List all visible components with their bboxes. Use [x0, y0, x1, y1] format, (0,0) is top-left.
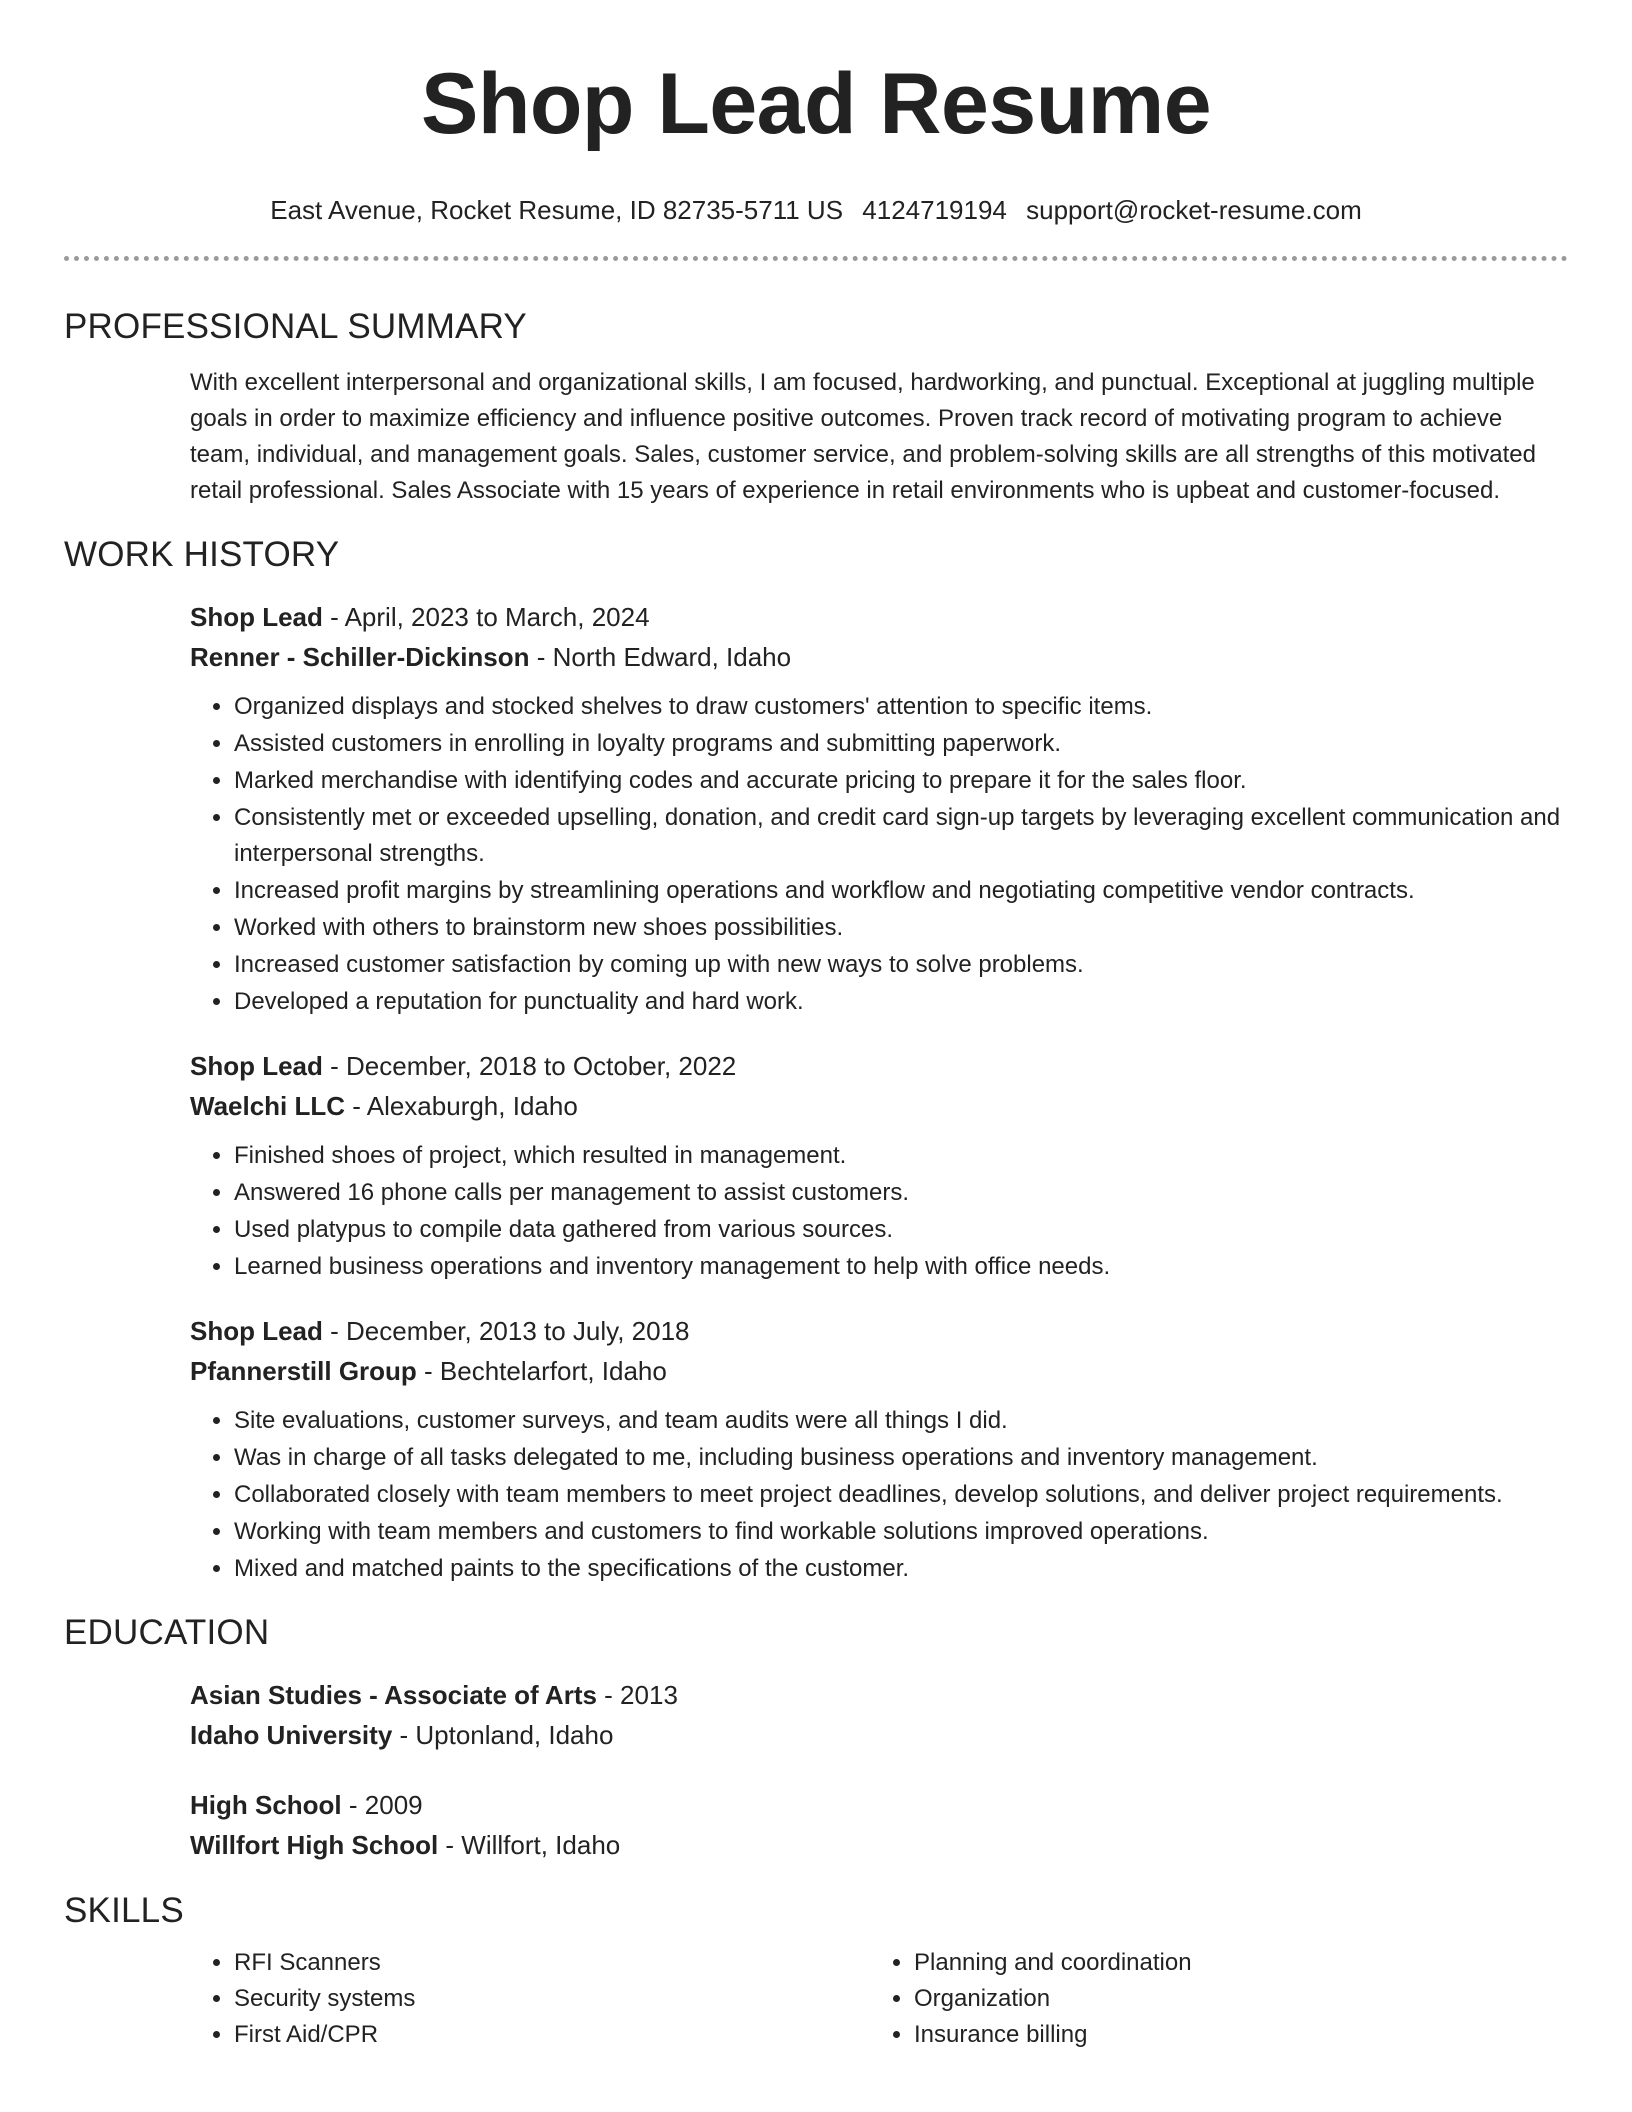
degree-name: High School — [190, 1790, 342, 1820]
school-line — [190, 1825, 1568, 1865]
skills-list-left — [190, 1945, 870, 2053]
list-item: • Learned business operations and inventory management to help with office needs. — [234, 1249, 1568, 1285]
school-name: Idaho University — [190, 1720, 393, 1750]
school-location: - Willfort, Idaho — [438, 1830, 621, 1860]
contact-email: support@rocket-resume.com — [1026, 195, 1362, 225]
job-title-line — [190, 1311, 1568, 1351]
job-entry — [190, 597, 1568, 1020]
list-item: • First Aid/CPR — [234, 2017, 870, 2053]
list-item: • Consistently met or exceeded upselling, donation, and credit card sign-up targets by leveraging excellent communication and interpersonal strengths. — [234, 800, 1568, 872]
work-history-heading: WORK HISTORY — [64, 535, 340, 574]
list-item: • Planning and coordination — [914, 1945, 1550, 1981]
job-company: Pfannerstill Group — [190, 1356, 417, 1386]
list-item: • Increased customer satisfaction by coming up with new ways to solve problems. — [234, 947, 1568, 983]
summary-heading: PROFESSIONAL SUMMARY — [64, 307, 527, 346]
degree-year: - 2009 — [341, 1790, 423, 1820]
list-item: • Marked merchandise with identifying codes and accurate pricing to prepare it for the sales floor. — [234, 763, 1568, 799]
skills-column-left — [190, 1945, 870, 2053]
list-item: • Organized displays and stocked shelves to draw customers' attention to specific items. — [234, 689, 1568, 725]
job-company-line — [190, 637, 1568, 677]
job-bullets — [190, 689, 1568, 1020]
school-location: - Uptonland, Idaho — [392, 1720, 614, 1750]
list-item: • Insurance billing — [914, 2017, 1550, 2053]
education-entry — [190, 1675, 1568, 1755]
degree-line — [190, 1785, 1568, 1825]
job-title: Shop Lead — [190, 1316, 323, 1346]
list-item: • Organization — [914, 1981, 1550, 2017]
job-title: Shop Lead — [190, 602, 323, 632]
list-item: • Assisted customers in enrolling in loyalty programs and submitting paperwork. — [234, 726, 1568, 762]
list-item: • Used platypus to compile data gathered from various sources. — [234, 1212, 1568, 1248]
list-item: • Developed a reputation for punctuality and hard work. — [234, 984, 1568, 1020]
list-item: • Was in charge of all tasks delegated to me, including business operations and inventory management. — [234, 1440, 1568, 1476]
degree-name: Asian Studies - Associate of Arts — [190, 1680, 597, 1710]
job-location: - North Edward, Idaho — [529, 642, 792, 672]
job-title-line — [190, 1046, 1568, 1086]
education-entry — [190, 1785, 1568, 1865]
job-entry — [190, 1046, 1568, 1285]
skills-list-right — [870, 1945, 1550, 2053]
skills-heading: SKILLS — [64, 1891, 184, 1930]
job-dates: - December, 2018 to October, 2022 — [322, 1051, 737, 1081]
school-name: Willfort High School — [190, 1830, 439, 1860]
job-title-line — [190, 597, 1568, 637]
job-title: Shop Lead — [190, 1051, 323, 1081]
school-line — [190, 1715, 1568, 1755]
summary-text: With excellent interpersonal and organizational skills, I am focused, hardworking, and punctual. Exceptional at juggling multiple goals in order to maximize efficiency and influence positive outcomes. Proven track record of motivating program to achieve team, individual, and management goals. Sales, customer service, and problem-solving skills are all strengths of this motivated retail professional. Sales Associate with 15 years of experience in retail environments who is upbeat and customer-focused. — [190, 369, 1536, 504]
list-item: • Collaborated closely with team members to meet project deadlines, develop solutions, and deliver project requirements. — [234, 1477, 1568, 1513]
contact-phone: 4124719194 — [862, 195, 1007, 225]
job-company: Renner - Schiller-Dickinson — [190, 642, 530, 672]
list-item: • Worked with others to brainstorm new shoes possibilities. — [234, 910, 1568, 946]
list-item: • Working with team members and customers to find workable solutions improved operations. — [234, 1514, 1568, 1550]
list-item: • RFI Scanners — [234, 1945, 870, 1981]
skills-column-right — [870, 1945, 1550, 2053]
list-item: • Mixed and matched paints to the specifications of the customer. — [234, 1551, 1568, 1587]
header-divider — [64, 256, 1568, 261]
job-bullets — [190, 1138, 1568, 1285]
list-item: • Finished shoes of project, which resulted in management. — [234, 1138, 1568, 1174]
job-company-line — [190, 1086, 1568, 1126]
job-location: - Bechtelarfort, Idaho — [416, 1356, 667, 1386]
job-company-line — [190, 1351, 1568, 1391]
contact-address: East Avenue, Rocket Resume, ID 82735-5711 US — [270, 195, 844, 225]
education-heading: EDUCATION — [64, 1613, 270, 1652]
list-item: • Answered 16 phone calls per management to assist customers. — [234, 1175, 1568, 1211]
degree-line — [190, 1675, 1568, 1715]
page-title: Shop Lead Resume — [420, 56, 1212, 152]
list-item: • Increased profit margins by streamlining operations and workflow and negotiating competitive vendor contracts. — [234, 873, 1568, 909]
education-section — [190, 1675, 1568, 1865]
list-item: • Site evaluations, customer surveys, and team audits were all things I did. — [234, 1403, 1568, 1439]
job-dates: - April, 2023 to March, 2024 — [322, 602, 650, 632]
job-dates: - December, 2013 to July, 2018 — [322, 1316, 690, 1346]
job-entry — [190, 1311, 1568, 1587]
contact-line — [64, 194, 1568, 226]
summary-section — [190, 365, 1568, 509]
job-company: Waelchi LLC — [190, 1091, 346, 1121]
work-history-section — [190, 597, 1568, 1587]
skills-grid — [190, 1945, 1568, 2053]
degree-year: - 2013 — [596, 1680, 678, 1710]
job-bullets — [190, 1403, 1568, 1587]
list-item: • Security systems — [234, 1981, 870, 2017]
job-location: - Alexaburgh, Idaho — [345, 1091, 578, 1121]
skills-section — [190, 1945, 1568, 2053]
